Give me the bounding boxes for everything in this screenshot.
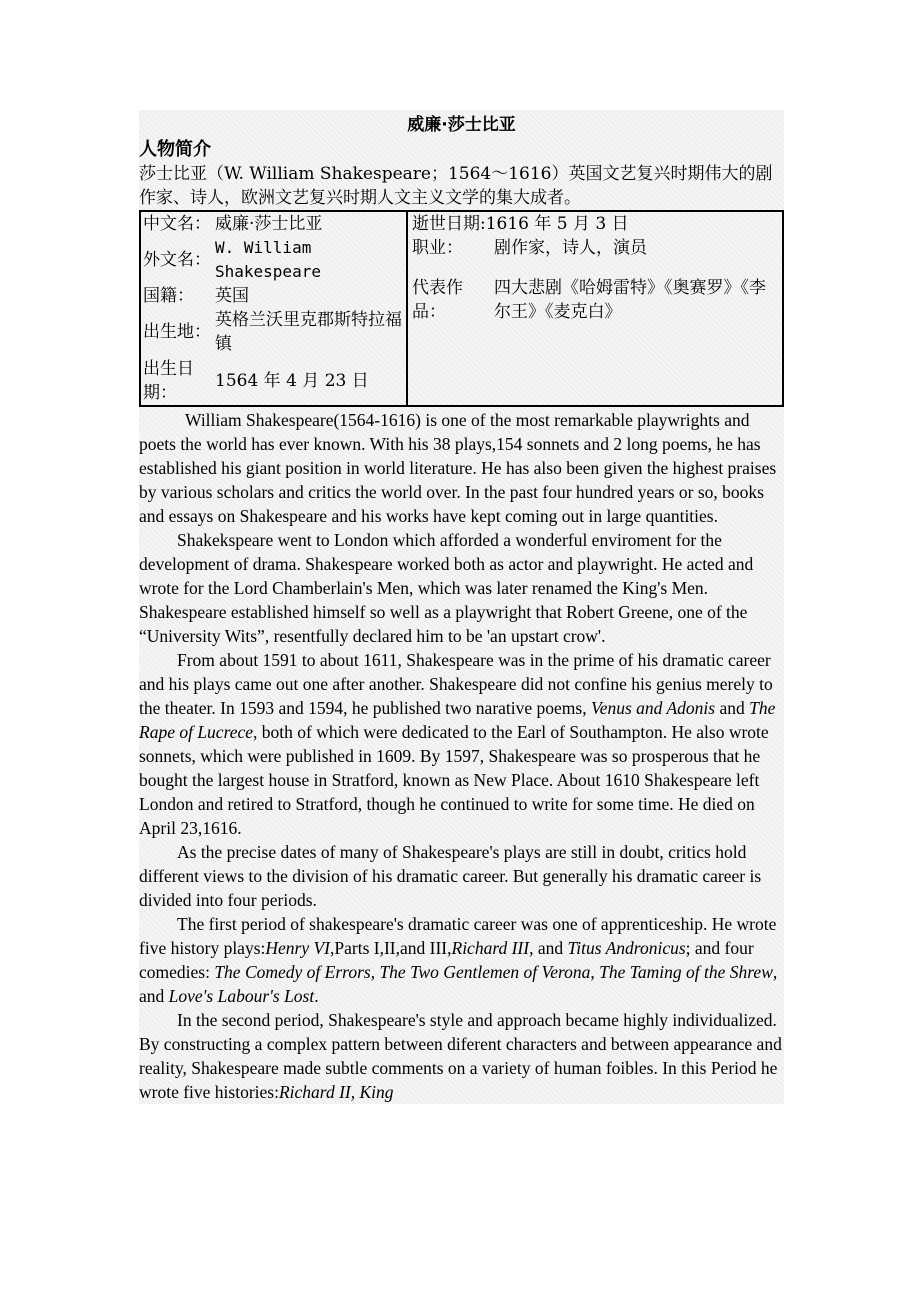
document-content xyxy=(139,110,784,1104)
works-value: 四大悲剧《哈姆雷特》《奥赛罗》《李尔王》《麦克白》 xyxy=(494,278,766,322)
info-table xyxy=(139,210,784,407)
death-date-row xyxy=(412,212,782,236)
intro-paragraph: 莎士比亚（W. William Shakespeare；1564～1616）英国文艺复兴时期伟大的剧作家、诗人，欧洲文艺复兴时期人文主义文学的集大成者。 xyxy=(139,164,773,208)
work-title: The Comedy of Errors xyxy=(214,962,371,982)
work-title: The Two Gentlemen of Verona xyxy=(379,962,591,982)
occupation-label: 职业： xyxy=(412,238,463,258)
nationality-label: 国籍： xyxy=(143,286,194,306)
paragraph-4: As the precise dates of many of Shakespeare's plays are still in doubt, critics hold different views to the division of his dramatic career. But generally his dramatic career is divided into four periods. xyxy=(139,842,762,910)
work-title: Venus and Adonis xyxy=(590,698,716,718)
biography-body xyxy=(139,408,784,1104)
work-title: Henry VI xyxy=(265,938,331,958)
birth-date-label: 出生日期： xyxy=(143,358,194,403)
work-title: The Rape of Lucrece xyxy=(139,698,776,742)
birth-date-value: 1564 年 4 月 23 日 xyxy=(215,370,369,391)
birthplace-label: 出生地： xyxy=(143,322,211,342)
section-heading: 人物简介 xyxy=(139,139,211,160)
paragraph-5: The first period of shakespeare's dramatic career was one of apprenticeship. He wrote five history plays:Henry VI,Parts I,II,and III,Richard III, and Titus Andronicus; and four comedies: The Comedy of Errors, The Two Gentlemen of Verona, The Taming of the Shrew, and Love's Labour's Lost. xyxy=(139,914,778,1006)
chinese-name-label: 中文名： xyxy=(143,214,211,234)
death-date-label: 逝世日期: xyxy=(412,214,486,234)
chinese-name-value: 威廉·莎士比亚 xyxy=(215,214,323,234)
work-title: Titus Andronicus xyxy=(567,938,686,958)
death-date-value: 1616 年 5 月 3 日 xyxy=(485,214,629,234)
paragraph-2: Shakekspeare went to London which afforded a wonderful enviroment for the development of drama. Shakespeare worked both as actor and playwright. He acted and wrote for the Lord Chamberlain's Men, which was later renamed the King's Men. Shakespeare established himself so well as a playwright that Robert Greene, one of the “University Wits”, resentfully declared him to be 'an upstart crow'. xyxy=(139,530,754,646)
birthplace-value: 英格兰沃里克郡斯特拉福镇 xyxy=(215,310,402,354)
works-label: 代表作品： xyxy=(412,278,463,322)
paragraph-3: From about 1591 to about 1611, Shakespeare was in the prime of his dramatic career and his plays came out one after another. Shakespeare did not confine his genius merely to the theater. In 1593 and 1594, he published two narative poems, Venus and Adonis and The Rape of Lucrece, both of which were dedicated to the Earl of Southampton. He also wrote sonnets, which were published in 1609. By 1597, Shakespeare was so prosperous that he bought the largest house in Stratford, known as New Place. About 1610 Shakespeare left London and retired to Stratford, though he continued to write for some time. He died on April 23,1616. xyxy=(139,650,776,838)
occupation-value: 剧作家，诗人，演员 xyxy=(494,238,647,258)
foreign-name-label: 外文名： xyxy=(143,250,211,270)
work-title: Richard III xyxy=(451,938,530,958)
foreign-name-value: W. William Shakespeare xyxy=(215,238,321,281)
work-title: The Taming of the Shrew xyxy=(599,962,773,982)
info-left-column xyxy=(140,211,407,406)
page-title: 威廉·莎士比亚 xyxy=(407,115,516,135)
work-title: Richard II, King xyxy=(278,1082,394,1102)
works-row xyxy=(412,276,782,324)
paragraph-1: William Shakespeare(1564-1616) is one of the most remarkable playwrights and poets the world has ever known. With his 38 plays,154 sonnets and 2 long poems, he has established his giant position in world literature. He has also been given the highest praises by various scholars and critics the world over. In the past four hundred years or so, books and essays on Shakespeare and his works have kept coming out in large quantities. xyxy=(139,410,777,526)
work-title: Love's Labour's Lost xyxy=(168,986,315,1006)
occupation-row xyxy=(412,236,782,260)
nationality-value: 英国 xyxy=(215,286,249,306)
info-right-column xyxy=(407,211,783,406)
paragraph-6: In the second period, Shakespeare's style and approach became highly individualized. By constructing a complex pattern between diferent characters and between appearance and reality, Shakespeare made subtle comments on a variety of human foibles. In this Period he wrote five histories:Richard II, King xyxy=(139,1010,782,1102)
